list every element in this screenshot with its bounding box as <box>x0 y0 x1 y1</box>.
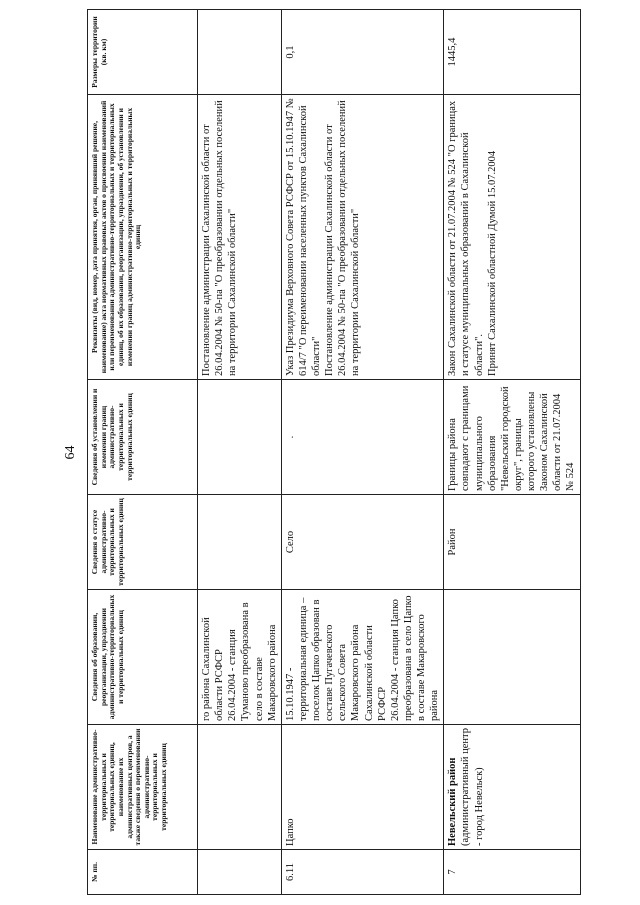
cell-name <box>444 725 580 850</box>
header-name: Наименование административно-территориальных и территориальных единиц, наименование их административных центров, а также сведения о переименовании административно-территориальных и территориальных единиц <box>88 725 198 850</box>
district-center: (административный центр - город Невельск) <box>460 728 485 846</box>
table-row <box>444 10 580 895</box>
header-row <box>88 10 198 895</box>
cell-name: Цапко <box>281 725 444 850</box>
district-name: Невельский район <box>447 757 459 846</box>
cell-requisites: Постановление администрации Сахалинской области от 26.04.2004 № 50-па "О преобразовании отдельных поселений на территории Сахалинской области" <box>198 95 282 380</box>
cell-status <box>198 495 282 590</box>
header-num: № пп. <box>88 850 198 895</box>
cell-formation <box>444 590 580 725</box>
cell-num: 6.11 <box>281 850 444 895</box>
cell-formation: го района Сахалинской области РСФСР 26.04.2004 - станция Туманово преобразована в село в составе Макаровского района <box>198 590 282 725</box>
header-formation: Сведения об образовании, реорганизации, упразднении административно-территориальных и территориальных единиц <box>88 590 198 725</box>
cell-borders: Границы района совпадают с границами муниципального образования "Невельский городской округ", границы которого установлены Законом Сахалинской области от 21.07.2004 № 524 <box>444 380 580 495</box>
cell-formation: 15.10.1947 - территориальная единица – поселок Цапко образован в составе Пугачевского сельского Совета Макаровского района Сахалинской области РСФСР 26.04.2004 - станция Цапко преобразована в село Цапко в составе Макаровского района <box>281 590 444 725</box>
cell-requisites: Закон Сахалинской области от 21.07.2004 № 524 "О границах и статусе муниципальных образований в Сахалинской области". Принят Сахалинской областной Думой 15.07.2004 <box>444 95 580 380</box>
cell-num: 7 <box>444 850 580 895</box>
cell-status: Село <box>281 495 444 590</box>
cell-borders <box>198 380 282 495</box>
header-requisites: Реквизиты (вид, номер, дата принятия, орган, принявший решение, наименование) акта нормативных правовых актов о присвоении наименований или переименовании административно-территориальных и территориальных единиц, об их образовании, реорганизации, упразднении, об установлении и изменении границ административно-территориальных и территориальных единиц <box>88 95 198 380</box>
header-area: Размеры территории (кв. км) <box>88 10 198 95</box>
table-row <box>198 10 282 895</box>
header-borders: Сведения об установлении и изменении границ административно-территориальных и территориальных единиц <box>88 380 198 495</box>
cell-area <box>198 10 282 95</box>
cell-area: 0,1 <box>281 10 444 95</box>
cell-borders: . <box>281 380 444 495</box>
registry-table <box>87 9 581 895</box>
table-row <box>281 10 444 895</box>
header-status: Сведения о статусе административно-территориальных и территориальных единиц <box>88 495 198 590</box>
page-number: 64 <box>63 445 78 460</box>
cell-requisites: Указ Президиума Верховного Совета РСФСР от 15.10.1947 № 614/7 "О переименовании населенных пунктов Сахалинской области" Постановление администрации Сахалинской области от 26.04.2004 № 50-па "О преобразовании отдельных поселений на территории Сахалинской области" <box>281 95 444 380</box>
cell-name <box>198 725 282 850</box>
cell-num <box>198 850 282 895</box>
cell-area: 1445,4 <box>444 10 580 95</box>
cell-status: Район <box>444 495 580 590</box>
